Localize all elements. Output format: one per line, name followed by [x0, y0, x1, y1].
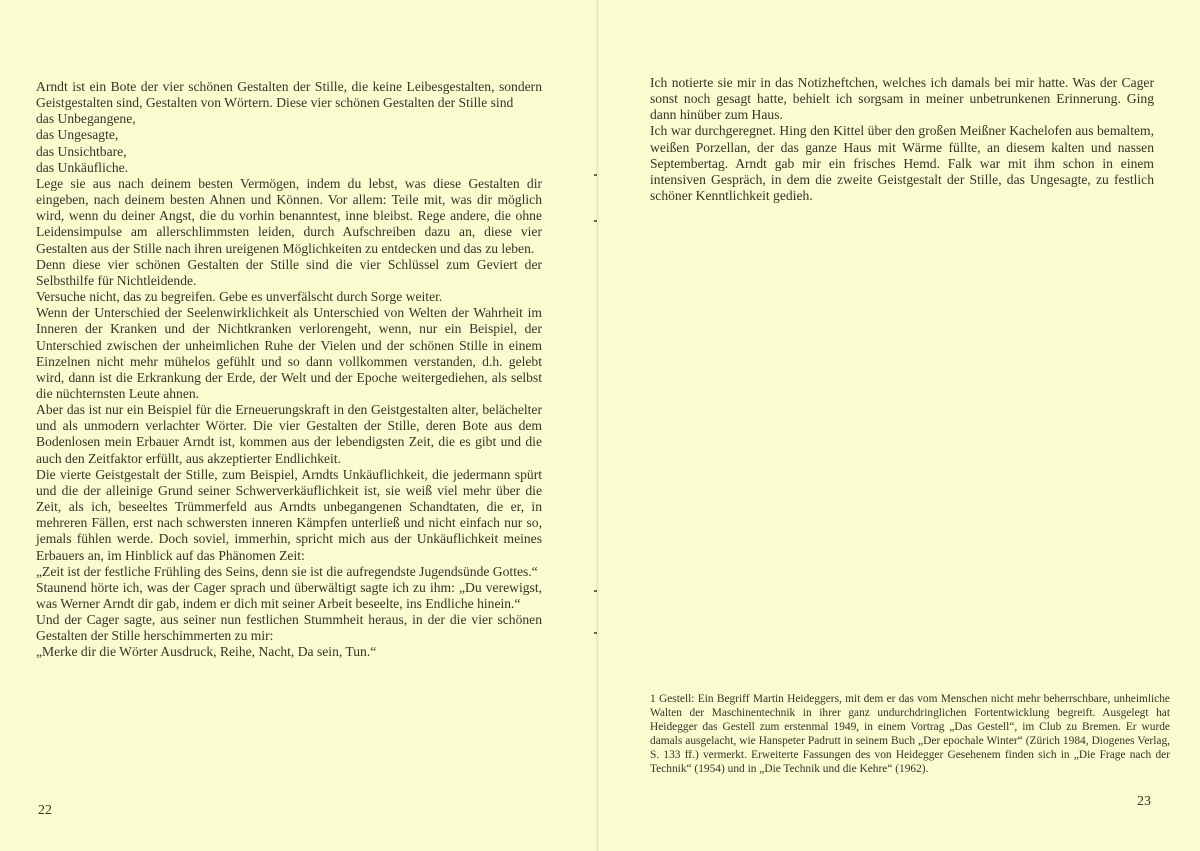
paragraph: das Unbegangene,	[36, 111, 136, 127]
paragraph: „Merke dir die Wörter Ausdruck, Reihe, Nacht, Da sein, Tun.“	[36, 644, 377, 660]
paragraph: das Ungesagte,	[36, 127, 119, 143]
right-page	[598, 0, 1200, 851]
right-page-body	[650, 75, 1154, 204]
paragraph: Versuche nicht, das zu begreifen. Gebe es unverfälscht durch Sorge weiter.	[36, 289, 443, 305]
paragraph: Lege sie aus nach deinem besten Vermögen, indem du lebst, was diese Gestalten dir eingeben, nach deinem besten Ahnen und Können. Vor allem: Teile mit, was dir möglich wird, wenn du deiner Angst, die du vorhin benanntest, inne bleibst. Rege andere, die ohne Leidensimpulse am allerschlimmsten leiden, durch Aufschreiben dazu an, diese vier Gestalten aus der Stille nach ihren ureigenen Möglichkeiten zu entdecken und das zu leben.	[36, 175, 542, 256]
paragraph: Und der Cager sagte, aus seiner nun festlichen Stummheit heraus, in der die vier schönen Gestalten der Stille herschimmerten zu mir:	[36, 612, 542, 644]
paragraph: Wenn der Unterschied der Seelenwirklichkeit als Unterschied von Welten der Wahrheit im Inneren der Kranken und der Nichtkranken verlorengeht, wenn, nur ein Beispiel, der Unterschied zwischen der unheimlichen Ruhe der Vielen und der schönen Stille in einem Einzelnen nicht mehr mühelos gefühlt und so dann vollkommen verstanden, d.h. gelebt wird, dann ist die Erkrankung der Erde, der Welt und der Epoche weitergediehen, als selbst die nüchternsten Leute ahnen.	[36, 305, 542, 401]
paragraph: Staunend hörte ich, was der Cager sprach und überwältigt sagte ich zu ihm: „Du verewigst, was Werner Arndt dir gab, indem er dich mit seiner Arbeit beseelte, ins Endliche hinein.“	[36, 579, 542, 611]
left-page	[0, 0, 598, 851]
paragraph: Die vierte Geistgestalt der Stille, zum Beispiel, Arndts Unkäuflichkeit, die jedermann spürt und die der alleinige Grund seiner Schwerverkäuflichkeit ist, sie weiß viel mehr über die Zeit, als ich, beseeltes Trümmerfeld aus Arndts unbegangenen Schandtaten, die er, in mehreren Fällen, erst nach schwersten inneren Kämpfen unterließ und nicht einfach nur so, jemals fühlen werde. Doch soviel, immerhin, spricht mich aus der Unkäuflichkeit meines Erbauers an, im Hinblick auf das Phänomen Zeit:	[36, 466, 542, 563]
paragraph: „Zeit ist der festliche Frühling des Seins, denn sie ist die aufregendste Jugendsünde Gottes.“	[36, 563, 538, 579]
paragraph: das Unsichtbare,	[36, 143, 127, 159]
paragraph: Arndt ist ein Bote der vier schönen Gestalten der Stille, die keine Leibesgestalten, sondern Geistgestalten sind, Gestalten von Wörtern. Diese vier schönen Gestalten der Stille sind	[36, 79, 542, 111]
paragraph: das Unkäufliche.	[36, 159, 129, 175]
left-page-body	[36, 79, 542, 661]
scan-mark	[594, 590, 597, 592]
footnote-text: 1 Gestell: Ein Begriff Martin Heideggers, mit dem er das vom Menschen nicht mehr beherrschbare, unheimliche Walten der Maschinentechnik in ihrer ganz undurchdringlichen Fortentwicklung begreift. Ausgelegt hat Heidegger das Gestell zum erstenmal 1949, in einem Vortrag „Das Gestell“, im Club zu Bremen. Er wurde damals ausgelacht, wie Hanspeter Padrutt in seinem Buch „Der epochale Winter“ (Zürich 1984, Diogenes Verlag, S. 133 ff.) vermerkt. Erweiterte Fassungen des von Heidegger Gesehenem finden sich in „Die Frage nach der Technik“ (1954) und in „Die Technik und die Kehre“ (1962).	[650, 693, 1170, 776]
paragraph: Ich notierte sie mir in das Notizheftchen, welches ich damals bei mir hatte. Was der Cager sonst noch gesagt hatte, behielt ich sorgsam in meiner unbetrunkenen Erinnerung. Ging dann hinüber zum Haus.	[650, 75, 1154, 123]
footnote	[650, 692, 1170, 777]
scan-mark	[594, 632, 597, 634]
scan-mark	[594, 174, 597, 176]
scan-mark	[594, 220, 597, 222]
paragraph: Denn diese vier schönen Gestalten der Stille sind die vier Schlüssel zum Geviert der Selbsthilfe für Nichtleidende.	[36, 256, 542, 288]
page-number-left: 22	[38, 803, 52, 818]
page-number-right: 23	[1137, 794, 1151, 809]
paragraph: Ich war durchgeregnet. Hing den Kittel über den großen Meißner Kachelofen aus bemaltem, weißen Porzellan, der das ganze Haus mit Wärme füllte, an diesem kalten und nassen Septembertag. Arndt gab mir ein frisches Hemd. Falk war mit ihm schon in einem intensiven Gespräch, in dem die zweite Geistgestalt der Stille, das Ungesagte, zu festlich schöner Kenntlichkeit gedieh.	[650, 123, 1154, 204]
paragraph: Aber das ist nur ein Beispiel für die Erneuerungskraft in den Geistgestalten alter, belächelter und als unmodern verlachter Wörter. Die vier Gestalten der Stille, deren Bote aus dem Bodenlosen mein Erbauer Arndt ist, kommen aus der lebendigsten Zeit, die es gibt und die auch den Zeitfaktor erfüllt, aus akzeptierter Endlichkeit.	[36, 402, 542, 466]
